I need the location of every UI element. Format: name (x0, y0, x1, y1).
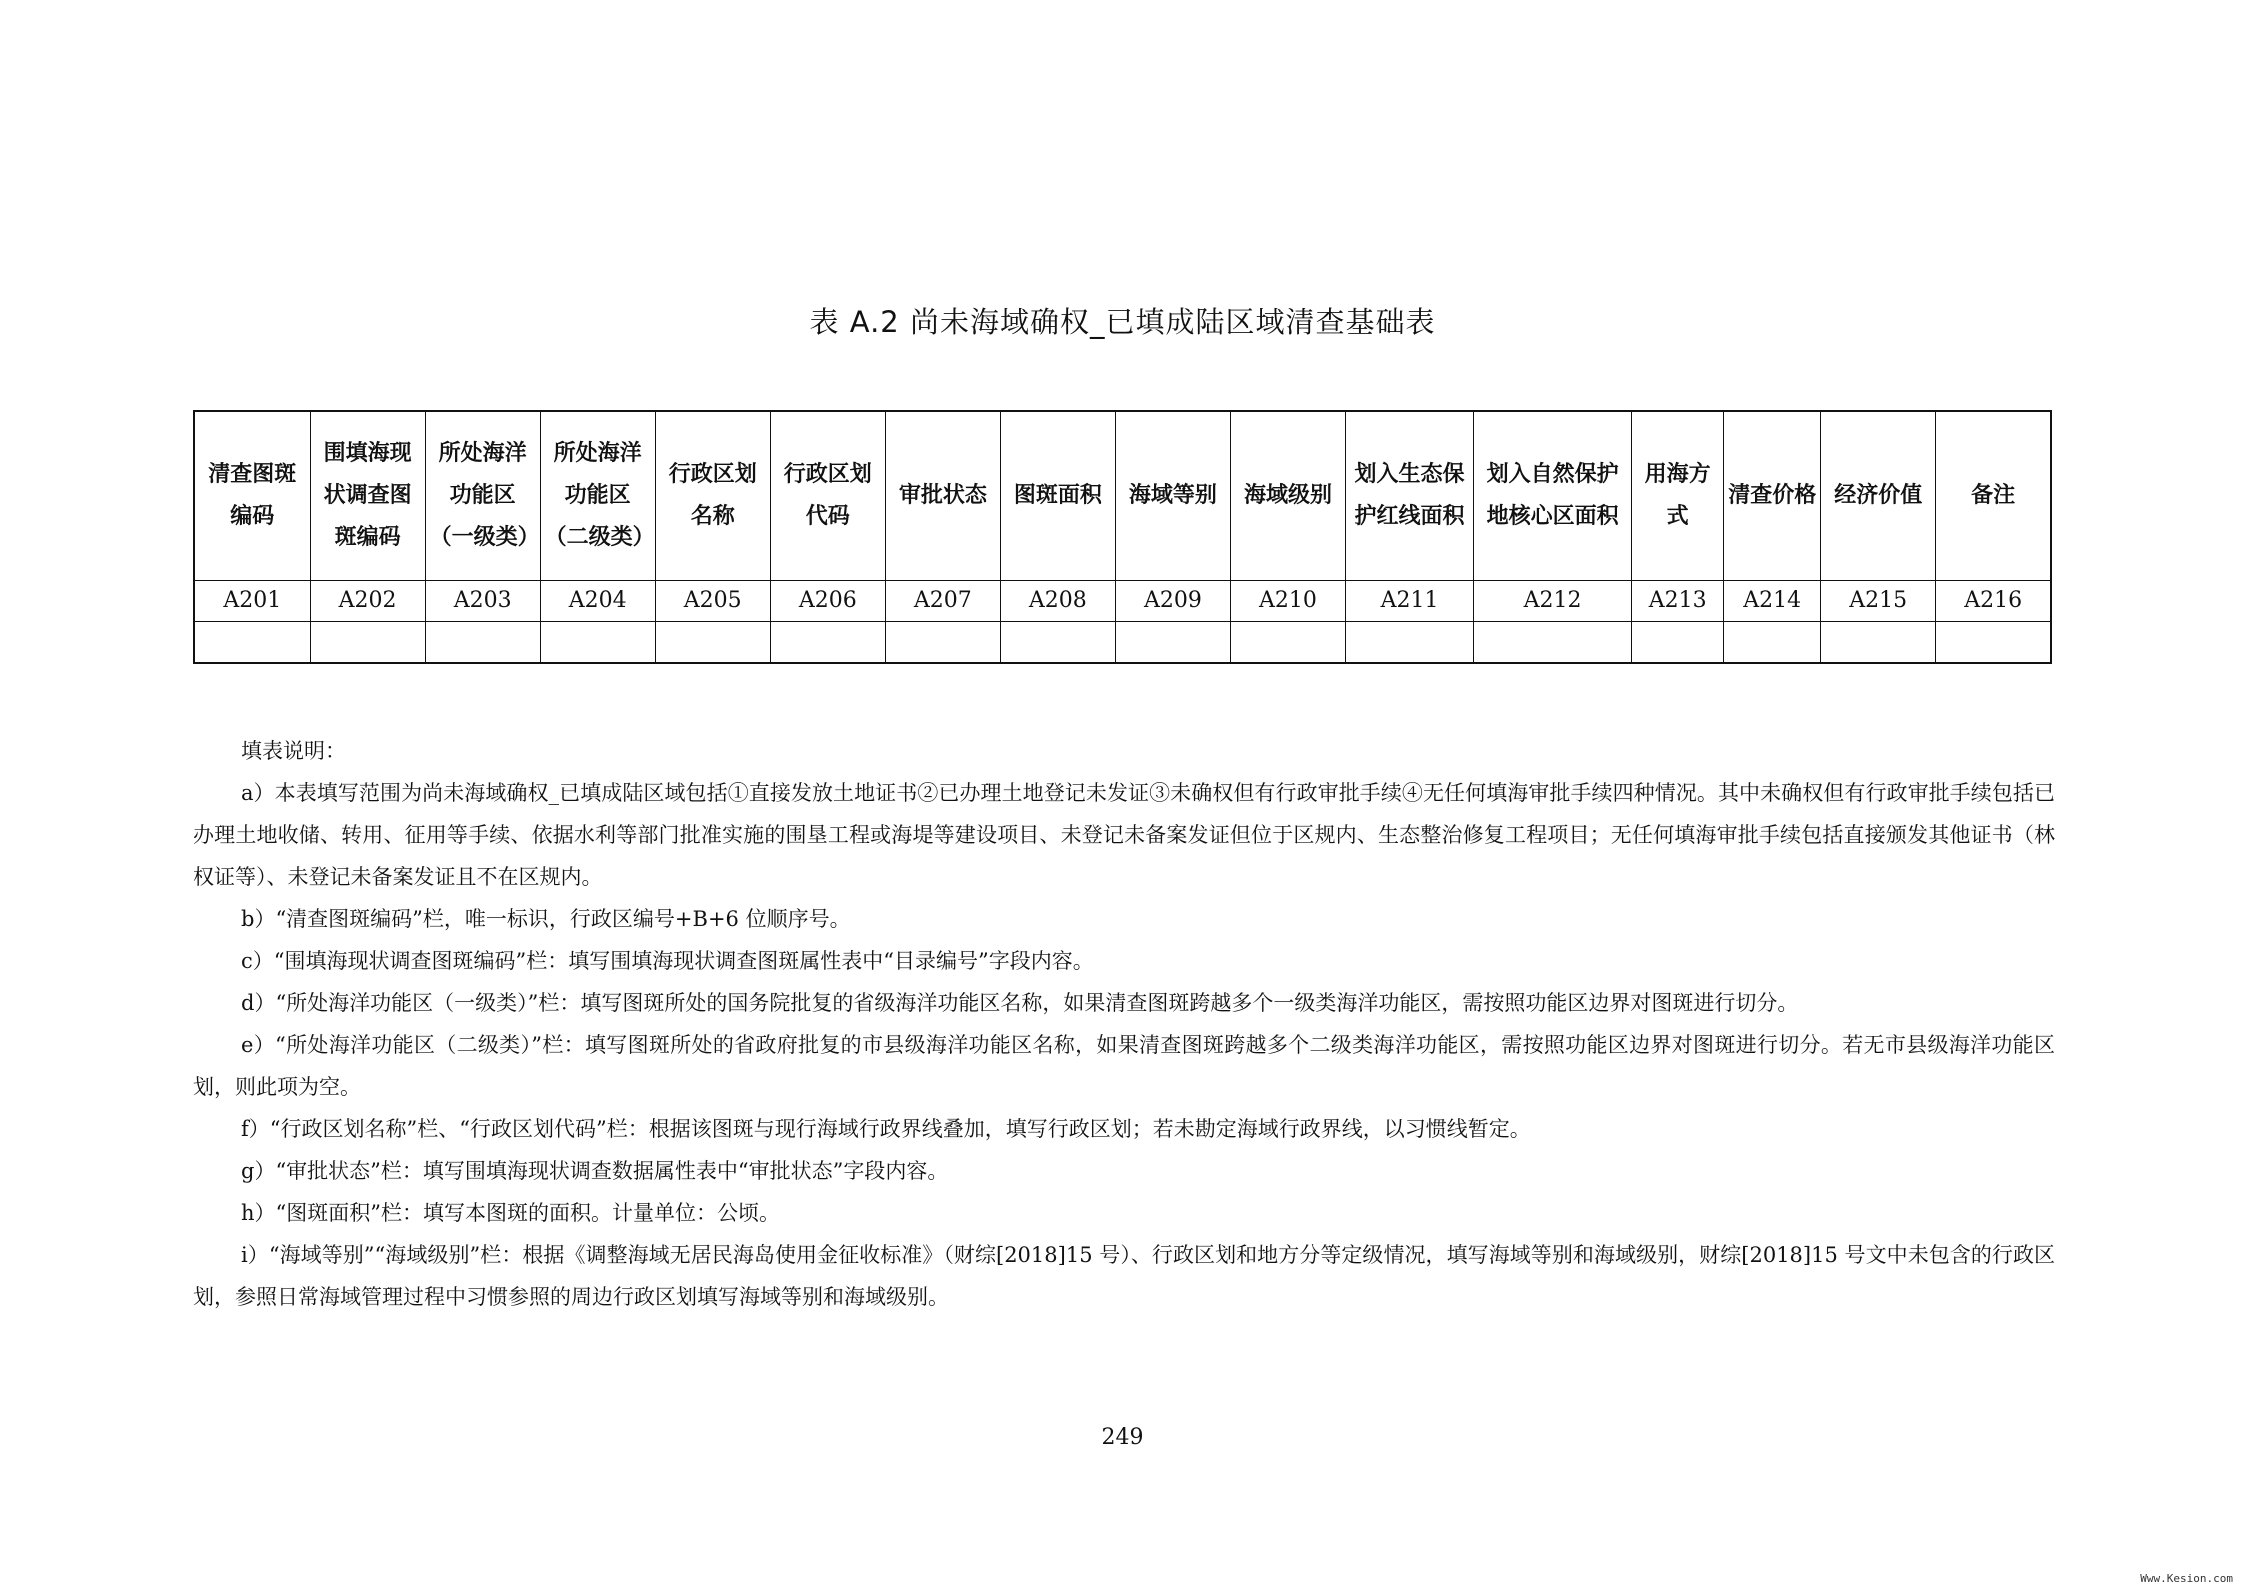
header-cell: 所处海洋功能区（一级类） (425, 411, 540, 581)
empty-cell (1115, 622, 1230, 664)
note-item-g: g）“审批状态”栏：填写围填海现状调查数据属性表中“审批状态”字段内容。 (241, 1159, 949, 1183)
empty-cell (1000, 622, 1115, 664)
code-cell: A202 (310, 581, 425, 622)
code-cell: A211 (1345, 581, 1473, 622)
header-cell: 备注 (1936, 411, 2051, 581)
empty-cell (1632, 622, 1724, 664)
note-item-a: a）本表填写范围为尚未海域确权_已填成陆区域包括①直接发放土地证书②已办理土地登记未发证③未确权但有行政审批手续④无任何填海审批手续四种情况。其中未确权但有行政审批手续包括已办理土地收储、转用、征用等手续、依据水利等部门批准实施的围垦工程或海堤等建设项目、未登记未备案发证但位于区规内、生态整治修复工程项目；无任何填海审批手续包括直接颁发其他证书（林权证等）、未登记未备案发证且不在区规内。 (193, 781, 2055, 889)
header-cell: 审批状态 (885, 411, 1000, 581)
empty-cell (1821, 622, 1936, 664)
header-cell: 用海方式 (1632, 411, 1724, 581)
notes-heading: 填表说明： (241, 739, 346, 763)
note-item-d: d）“所处海洋功能区（一级类）”栏：填写图斑所处的国务院批复的省级海洋功能区名称，如果清查图斑跨越多个一级类海洋功能区，需按照功能区边界对图斑进行切分。 (241, 991, 1799, 1015)
code-cell: A206 (770, 581, 885, 622)
header-cell: 海域级别 (1230, 411, 1345, 581)
fill-instructions (193, 730, 2055, 1318)
code-cell: A201 (194, 581, 310, 622)
table-header-row (194, 411, 2051, 581)
note-item-e: e）“所处海洋功能区（二级类）”栏：填写图斑所处的省政府批复的市县级海洋功能区名称，如果清查图斑跨越多个二级类海洋功能区，需按照功能区边界对图斑进行切分。若无市县级海洋功能区划，则此项为空。 (193, 1033, 2055, 1099)
table-empty-row (194, 622, 2051, 664)
header-cell: 所处海洋功能区（二级类） (540, 411, 655, 581)
empty-cell (1936, 622, 2051, 664)
empty-cell (425, 622, 540, 664)
empty-cell (770, 622, 885, 664)
code-cell: A209 (1115, 581, 1230, 622)
header-cell: 划入生态保护红线面积 (1345, 411, 1473, 581)
code-cell: A207 (885, 581, 1000, 622)
empty-cell (1474, 622, 1632, 664)
note-item-i: i）“海域等别”“海域级别”栏：根据《调整海域无居民海岛使用金征收标准》（财综[2018]15 号）、行政区划和地方分等定级情况，填写海域等别和海域级别，财综[2018]15 号文中未包含的行政区划，参照日常海域管理过程中习惯参照的周边行政区划填写海域等别和海域级别。 (193, 1243, 2055, 1309)
table-code-row (194, 581, 2051, 622)
header-cell: 经济价值 (1821, 411, 1936, 581)
code-cell: A213 (1632, 581, 1724, 622)
note-item-f: f）“行政区划名称”栏、“行政区划代码”栏：根据该图斑与现行海域行政界线叠加，填写行政区划；若未勘定海域行政界线，以习惯线暂定。 (241, 1117, 1531, 1141)
empty-cell (194, 622, 310, 664)
code-cell: A204 (540, 581, 655, 622)
empty-cell (1724, 622, 1821, 664)
code-cell: A203 (425, 581, 540, 622)
table-title: 表 A.2 尚未海域确权_已填成陆区域清查基础表 (809, 305, 1436, 339)
code-cell: A210 (1230, 581, 1345, 622)
survey-table (193, 410, 2052, 664)
header-cell: 清查图斑编码 (194, 411, 310, 581)
code-cell: A215 (1821, 581, 1936, 622)
empty-cell (540, 622, 655, 664)
watermark-text: Www.Kesion.com (2140, 1572, 2233, 1585)
empty-cell (885, 622, 1000, 664)
page-number: 249 (1101, 1425, 1144, 1450)
code-cell: A212 (1474, 581, 1632, 622)
code-cell: A205 (655, 581, 770, 622)
code-cell: A208 (1000, 581, 1115, 622)
code-cell: A214 (1724, 581, 1821, 622)
note-item-c: c）“围填海现状调查图斑编码”栏：填写围填海现状调查图斑属性表中“目录编号”字段内容。 (241, 949, 1094, 973)
header-cell: 行政区划代码 (770, 411, 885, 581)
header-cell: 围填海现状调查图斑编码 (310, 411, 425, 581)
header-cell: 海域等别 (1115, 411, 1230, 581)
header-cell: 行政区划名称 (655, 411, 770, 581)
header-cell: 图斑面积 (1000, 411, 1115, 581)
header-cell: 清查价格 (1724, 411, 1821, 581)
empty-cell (1230, 622, 1345, 664)
header-cell: 划入自然保护地核心区面积 (1474, 411, 1632, 581)
note-item-h: h）“图斑面积”栏：填写本图斑的面积。计量单位：公顷。 (241, 1201, 780, 1225)
empty-cell (310, 622, 425, 664)
code-cell: A216 (1936, 581, 2051, 622)
empty-cell (655, 622, 770, 664)
empty-cell (1345, 622, 1473, 664)
note-item-b: b）“清查图斑编码”栏，唯一标识，行政区编号+B+6 位顺序号。 (241, 907, 851, 931)
